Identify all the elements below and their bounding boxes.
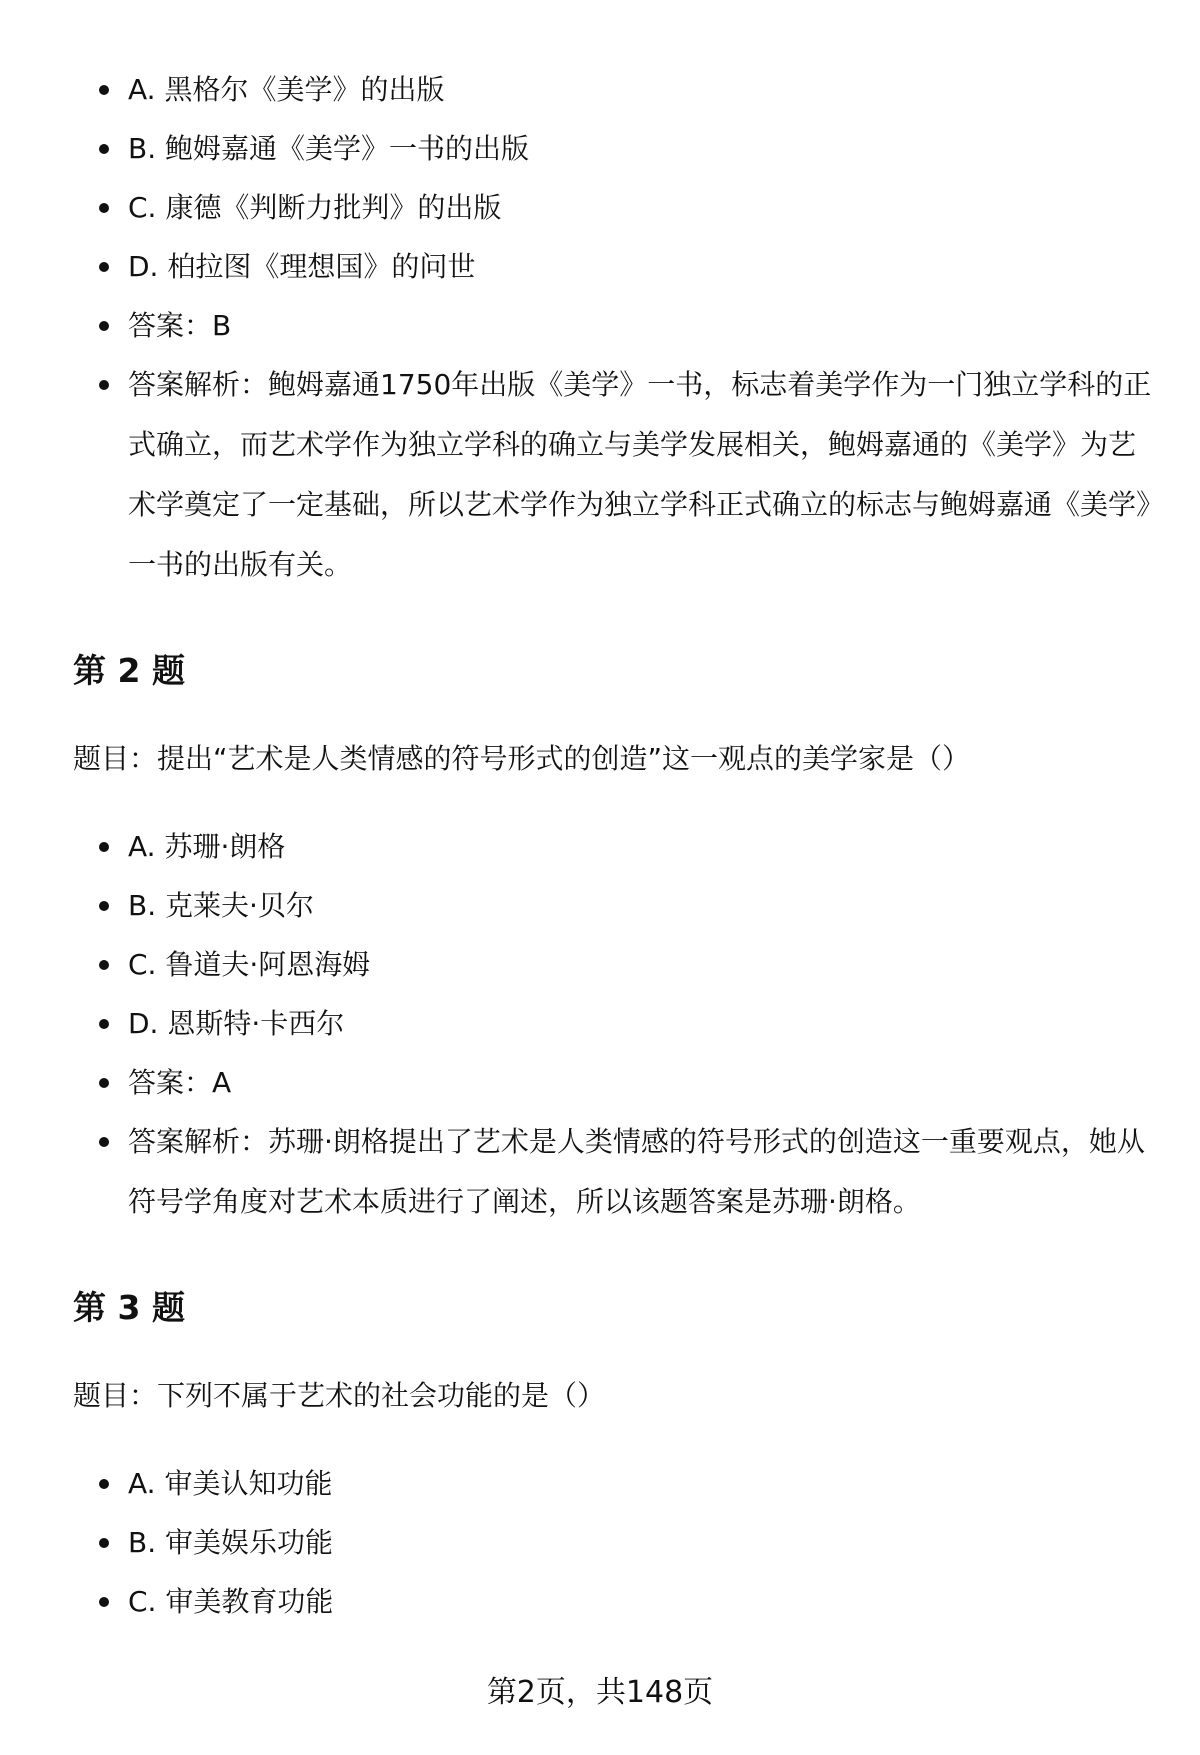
question-3-options [73, 1454, 1158, 1631]
option-b: B. 鲍姆嘉通《美学》一书的出版 [73, 119, 1158, 178]
question-2-heading: 第 2 题 [73, 651, 185, 690]
question-2-options [73, 817, 1158, 1232]
option-d: D. 恩斯特·卡西尔 [73, 994, 1158, 1053]
option-c: C. 审美教育功能 [73, 1572, 1158, 1631]
option-b: B. 审美娱乐功能 [73, 1513, 1158, 1572]
page-number-footer: 第2页，共148页 [486, 1675, 714, 1710]
option-a: A. 黑格尔《美学》的出版 [73, 60, 1158, 119]
option-c: C. 鲁道夫·阿恩海姆 [73, 935, 1158, 994]
option-c: C. 康德《判断力批判》的出版 [73, 178, 1158, 237]
question-3-text: 题目：下列不属于艺术的社会功能的是（） [73, 1379, 606, 1412]
answer: 答案：A [73, 1053, 1158, 1112]
option-b: B. 克莱夫·贝尔 [73, 876, 1158, 935]
answer-explanation: 答案解析：苏珊·朗格提出了艺术是人类情感的符号形式的创造这一重要观点，她从符号学角度对艺术本质进行了阐述，所以该题答案是苏珊·朗格。 [73, 1112, 1158, 1232]
page-content [73, 60, 1158, 1631]
question-2-text: 题目：提出“艺术是人类情感的符号形式的创造”这一观点的美学家是（） [73, 742, 971, 775]
question-3-heading: 第 3 题 [73, 1288, 185, 1327]
option-a: A. 苏珊·朗格 [73, 817, 1158, 876]
question-1-options [73, 60, 1158, 595]
answer: 答案：B [73, 296, 1158, 355]
option-d: D. 柏拉图《理想国》的问世 [73, 237, 1158, 296]
option-a: A. 审美认知功能 [73, 1454, 1158, 1513]
answer-explanation: 答案解析：鲍姆嘉通1750年出版《美学》一书，标志着美学作为一门独立学科的正式确立，而艺术学作为独立学科的确立与美学发展相关，鲍姆嘉通的《美学》为艺术学奠定了一定基础，所以艺术学作为独立学科正式确立的标志与鲍姆嘉通《美学》一书的出版有关。 [73, 355, 1158, 595]
